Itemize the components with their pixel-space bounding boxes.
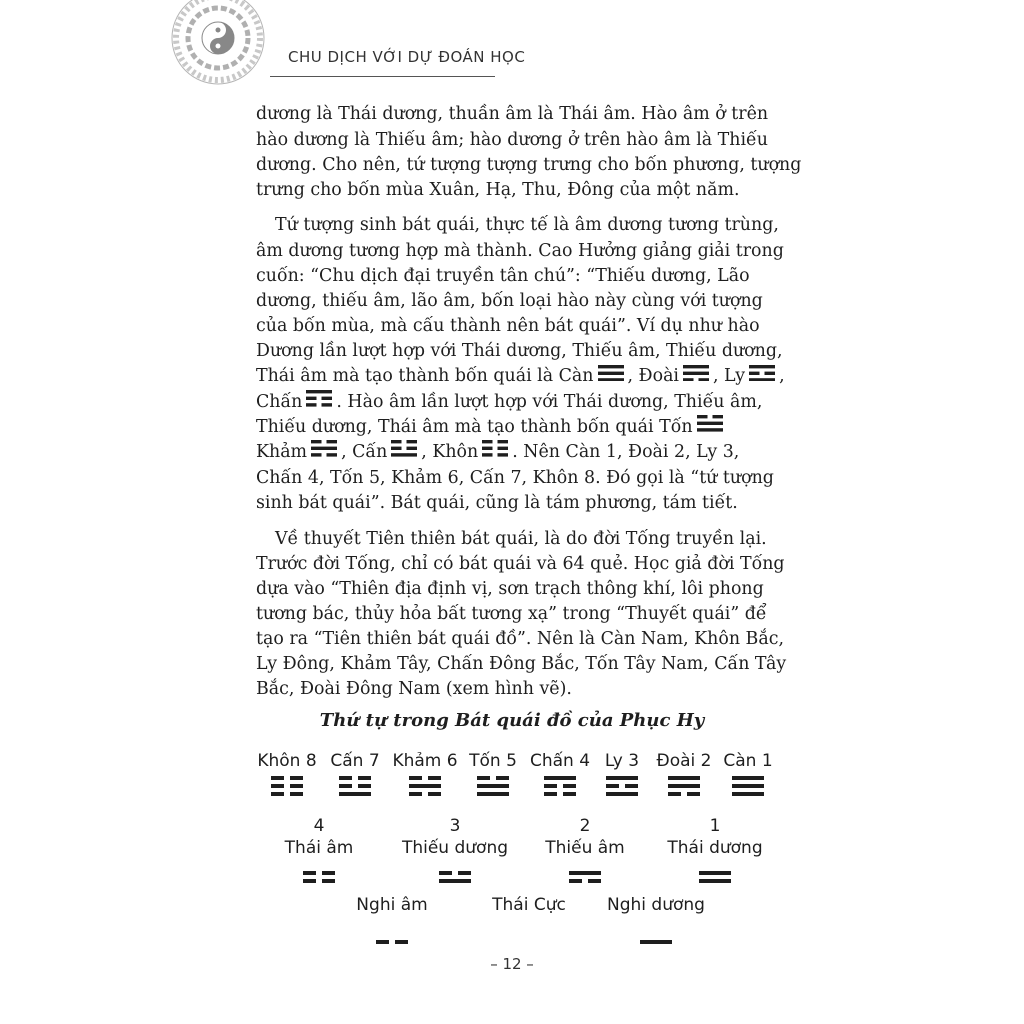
text-line: sinh bát quái”. Bát quái, cũng là tám phương, tám tiết. [256,493,738,513]
four-image-number: 3 [449,816,461,836]
four-image-glyph-icon [569,868,601,887]
trigram-label: Ly 3 [604,751,640,771]
trigram-label: Khảm 6 [392,751,458,771]
text-line: âm dương tương hợp mà thành. Cao Hưởng giảng giải trong [256,241,784,261]
text-segment: , Khôn [421,442,479,462]
text-line: Chấn 4, Tốn 5, Khảm 6, Cấn 7, Khôn 8. Đó gọi là “tứ tượng [256,468,774,488]
four-image-label: Thiếu âm [545,838,625,858]
text-line: dương, thiếu âm, lão âm, bốn loại hào này cùng với tượng [256,291,763,311]
text-line: Trước đời Tống, chỉ có bát quái và 64 quẻ. Học giả đời Tống [256,554,785,574]
trigram-label: Đoài 2 [656,751,712,771]
kham-trigram-icon [311,439,337,465]
two-form-label: Nghi dương [607,895,705,915]
two-form-label: Nghi âm [356,895,428,915]
four-image-number: 4 [313,816,325,836]
text-segment: , Đoài [627,365,679,386]
text-line: Tứ tượng sinh bát quái, thực tế là âm dương tương trùng, [275,215,779,235]
khon-trigram-icon [482,439,508,465]
text-line: của bốn mùa, mà cấu thành nên bát quái”. Ví dụ như hào [256,316,760,336]
text-line: Ly Đông, Khảm Tây, Chấn Đông Bắc, Tốn Tây Nam, Cấn Tây [256,654,787,674]
header-divider [270,76,495,77]
text-line-with-trigrams [256,414,778,440]
trigram-glyph-icon [732,776,764,800]
trigram-label: Khôn 8 [257,751,317,771]
text-segment: , Cấn [341,442,388,462]
trigram-label: Tốn 5 [469,751,517,771]
four-image-label: Thái âm [284,838,354,858]
text-line-with-trigrams [256,439,778,465]
text-segment: Khảm [256,442,308,462]
four-image-number: 2 [579,816,591,836]
running-header-title: CHU DỊCH VỚI DỰ ĐOÁN HỌC [288,48,526,66]
text-segment: Thiếu dương, Thái âm mà tạo thành bốn quái Tốn [256,417,693,437]
trigram-glyph-icon [668,776,700,800]
ton-trigram-icon [697,414,723,440]
text-segment: . Hào âm lần lượt hợp với Thái dương, Thiếu âm, [336,392,763,412]
trigram-label: Chấn 4 [529,751,591,771]
trigram-label: Cấn 7 [330,751,380,771]
text-segment: , [779,365,785,386]
trigram-glyph-icon [477,776,509,800]
text-line-with-trigrams [256,389,778,415]
text-line: tạo ra “Tiên thiên bát quái đồ”. Nên là Càn Nam, Khôn Bắc, [256,629,784,649]
four-image-label: Thái dương [667,838,763,858]
text-segment: Chấn [256,392,303,412]
four-image-number: 1 [709,816,721,836]
text-line: Dương lần lượt hợp với Thái dương, Thiếu âm, Thiếu dương, [256,341,783,361]
trigram-glyph-icon [409,776,441,800]
trigram-glyph-icon [544,776,576,800]
trigram-glyph-icon [271,776,303,800]
two-form-glyph-icon [376,929,408,948]
text-segment: . Nên Càn 1, Đoài 2, Ly 3, [512,442,740,462]
can-mountain-trigram-icon [391,439,417,465]
four-image-glyph-icon [699,868,731,887]
can-trigram-icon [598,363,624,389]
text-line: dương. Cho nên, tứ tượng tượng trưng cho bốn phương, tượng [256,155,802,175]
text-line: hào dương là Thiếu âm; hào dương ở trên hào âm là Thiếu [256,130,768,150]
text-line: cuốn: “Chu dịch đại truyền tân chú”: “Thiếu dương, Lão [256,266,750,286]
text-line: dựa vào “Thiên địa định vị, sơn trạch thông khí, lôi phong [256,579,764,599]
four-image-glyph-icon [303,868,335,887]
figure-title: Thứ tự trong Bát quái đồ của Phục Hy [319,710,705,731]
yin-yang-bagua-emblem-icon [168,0,268,100]
trigram-glyph-icon [339,776,371,800]
page-number: – 12 – [490,955,534,973]
four-image-label: Thiếu dương [401,838,509,858]
chan-trigram-icon [306,389,332,415]
four-image-glyph-icon [439,868,471,887]
text-line: dương là Thái dương, thuần âm là Thái âm. Hào âm ở trên [256,104,769,124]
ly-trigram-icon [749,363,775,389]
doai-trigram-icon [683,363,709,389]
text-line-with-trigrams [256,363,785,389]
trigram-label: Càn 1 [723,751,773,771]
text-line: tương bác, thủy hỏa bất tương xạ” trong “Thuyết quái” để [256,604,767,624]
trigram-glyph-icon [606,776,638,800]
text-line: Bắc, Đoài Đông Nam (xem hình vẽ). [256,679,572,699]
text-line: trưng cho bốn mùa Xuân, Hạ, Thu, Đông của một năm. [256,180,740,200]
text-line: Về thuyết Tiên thiên bát quái, là do đời Tống truyền lại. [275,529,767,549]
text-segment: , Ly [713,365,746,386]
taiji-label: Thái Cực [492,895,566,915]
text-segment: Thái âm mà tạo thành bốn quái là Càn [256,365,594,386]
two-form-glyph-icon [640,929,672,948]
